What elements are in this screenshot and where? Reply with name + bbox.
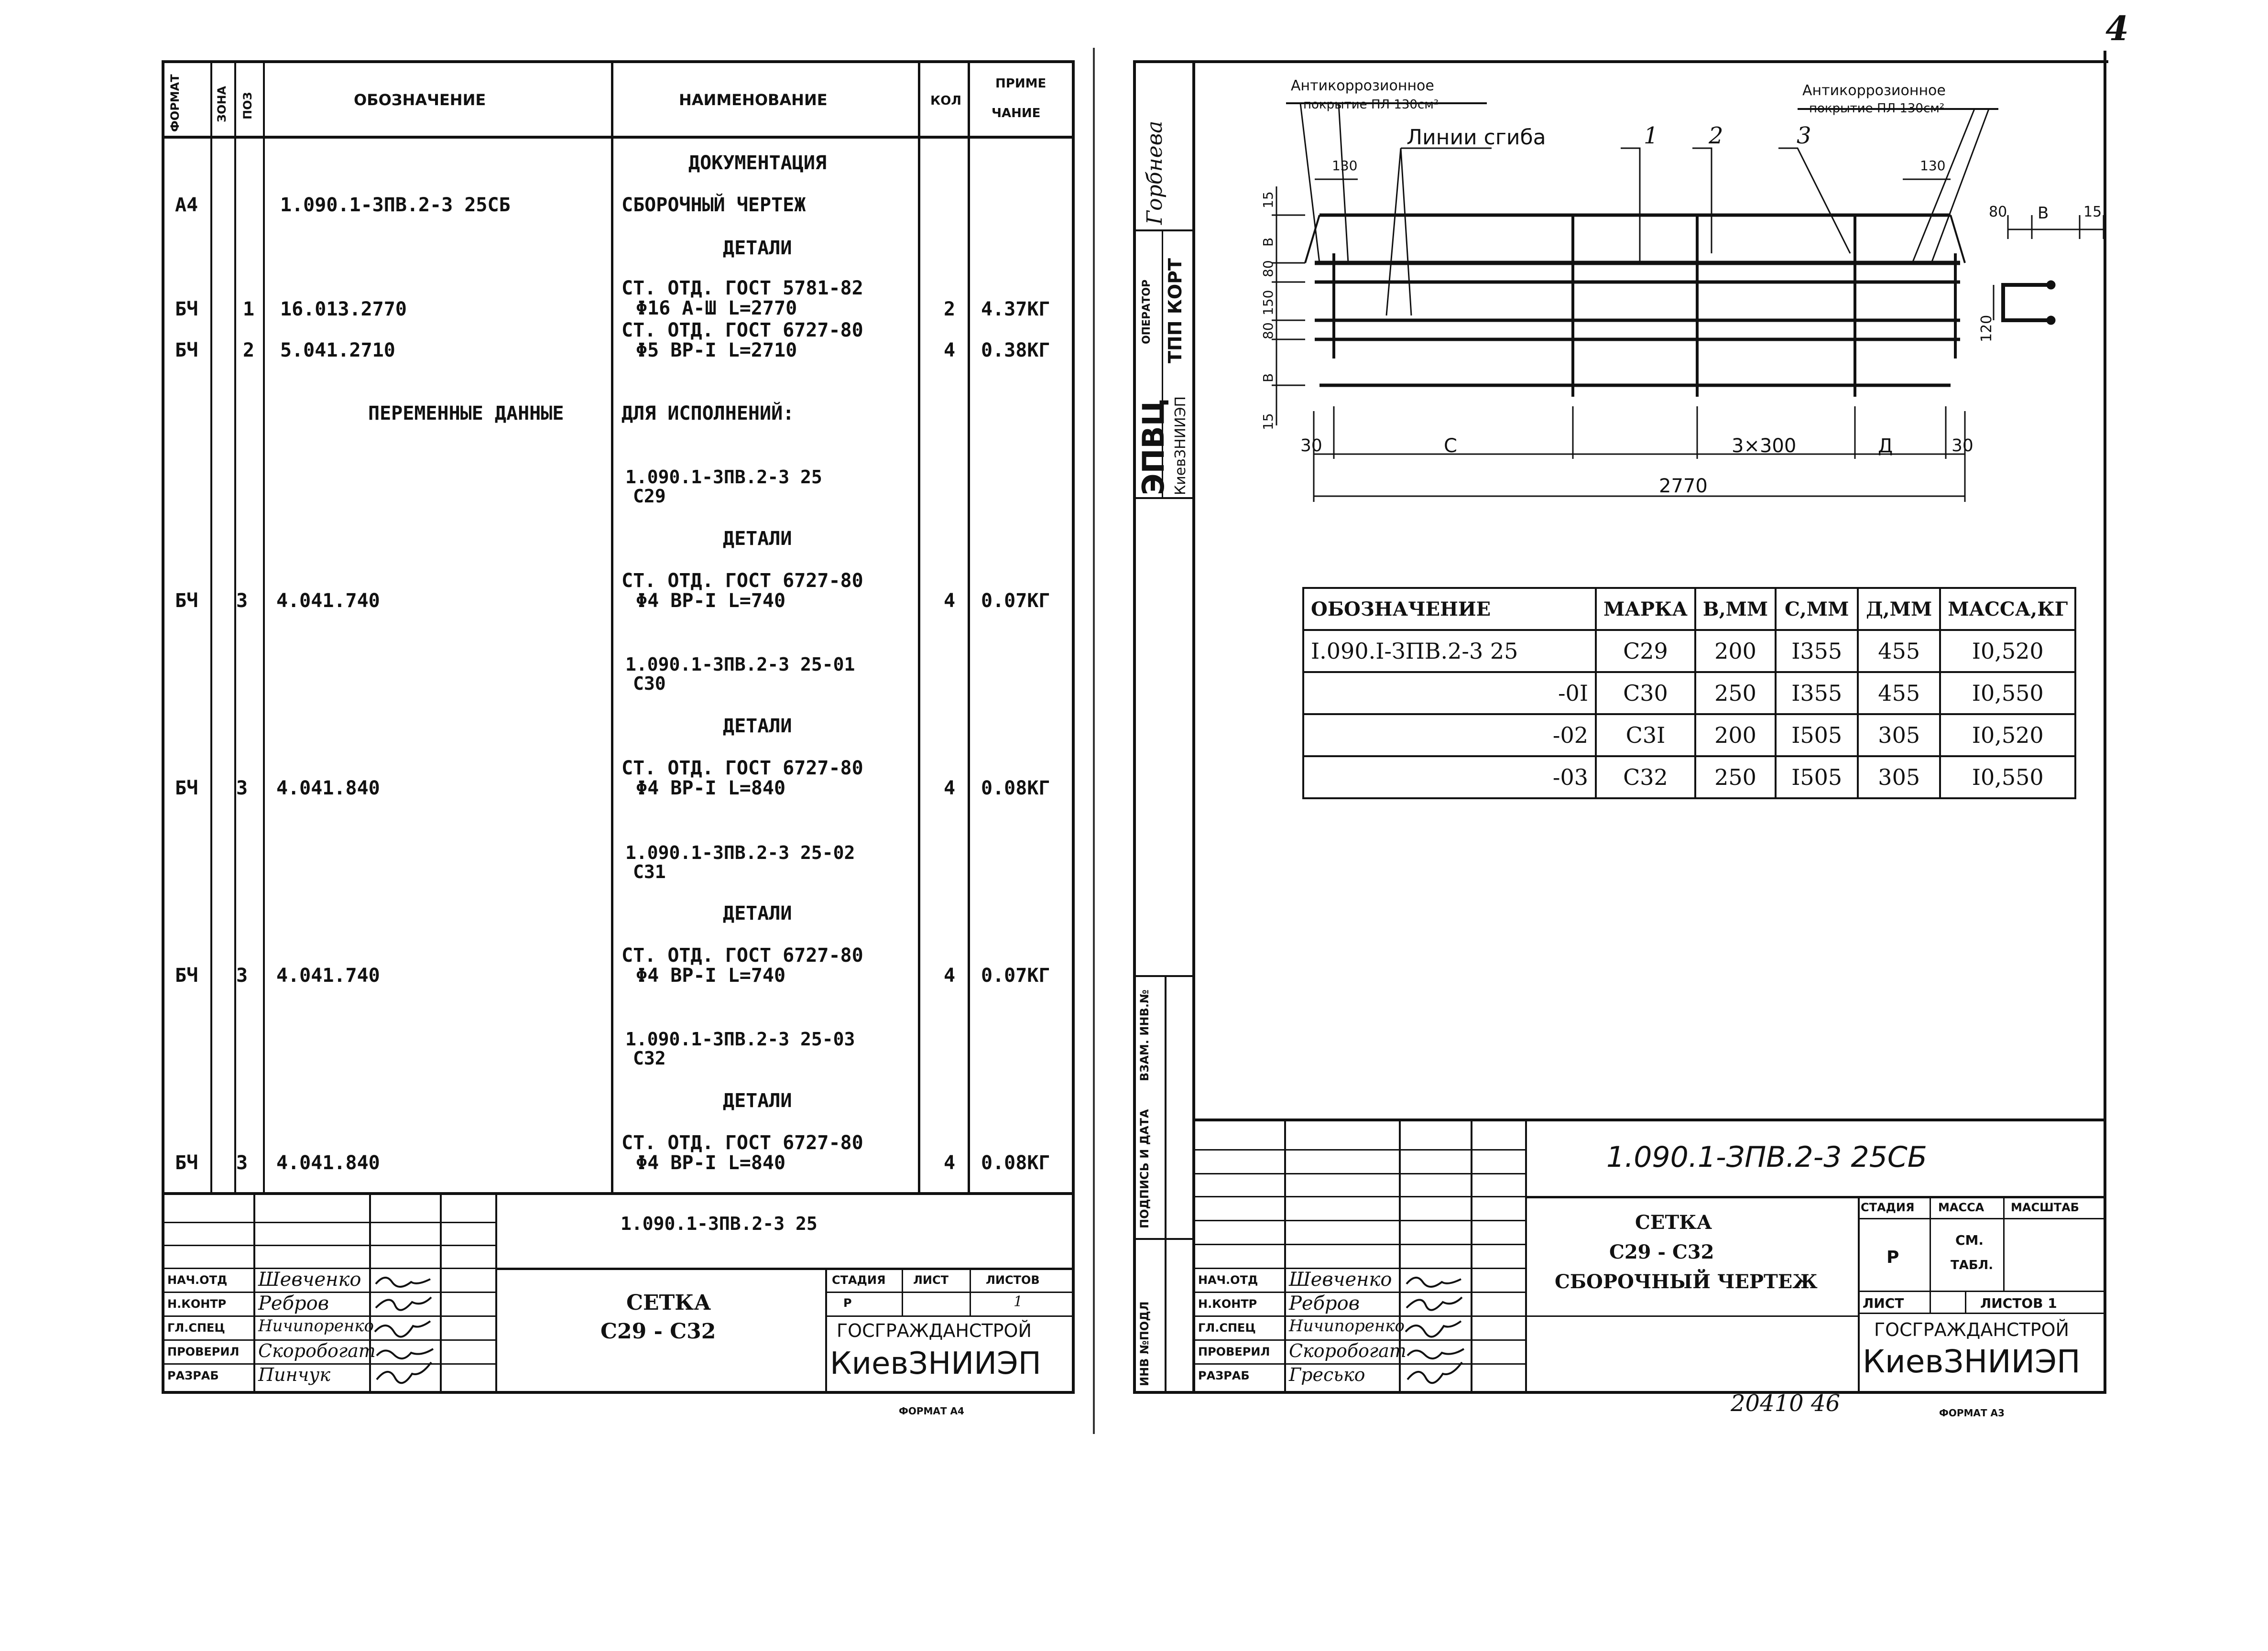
right-stamp-title-3: СБОРОЧНЫЙ ЧЕРТЕЖ: [1555, 1271, 1818, 1293]
table-cell: 250: [1695, 672, 1776, 714]
spec-name: СТ. ОТД. ГОСТ 6727-80: [622, 945, 863, 967]
coating-label-left-1: Антикоррозионное: [1291, 77, 1434, 94]
spec-note: 0.08КГ: [981, 1152, 1050, 1174]
role: НАЧ.ОТД: [1198, 1273, 1258, 1287]
person-name: Гресько: [1289, 1364, 1365, 1385]
spec-name: СТ. ОТД. ГОСТ 6727-80: [622, 757, 863, 779]
dim-3x300: 3×300: [1732, 435, 1797, 457]
original-inv-label: ИНВ №ПОДЛ: [1138, 1301, 1151, 1386]
spec-name: Φ4 ВР-I L=740: [636, 965, 786, 987]
right-stamp-mass-header: МАССА: [1938, 1201, 1984, 1214]
spec-pos: 3: [236, 1152, 248, 1174]
dim-v-80: 80: [1260, 260, 1276, 277]
dim-d: Д: [1878, 435, 1893, 457]
person-name: Пинчук: [258, 1364, 331, 1385]
person-name: Шевченко: [258, 1269, 361, 1291]
role: ГЛ.СПЕЦ: [1198, 1321, 1256, 1335]
variant-designation: 1.090.1-ЗПВ.2-3 25-01: [625, 654, 855, 675]
header-pos: ПОЗ: [241, 92, 254, 119]
dim-30-right: 30: [1952, 436, 1974, 456]
coating-label-left-2: покрытие ПЛ 130см²: [1303, 98, 1439, 112]
header-note-2: ЧАНИЕ: [992, 106, 1041, 120]
right-stamp-stage: Р: [1886, 1248, 1899, 1267]
signatures: [1403, 1270, 1470, 1389]
coating-label-right-1: Антикоррозионное: [1802, 82, 1946, 99]
dim-v-b: В: [1260, 373, 1276, 382]
table-cell: I.090.I-ЗПВ.2-3 25: [1303, 630, 1596, 672]
dim-v-b: В: [1260, 237, 1276, 247]
table-header-row: [1303, 588, 2075, 630]
spec-pos: 3: [236, 965, 248, 987]
spec-format: БЧ: [175, 590, 198, 612]
spec-format: БЧ: [175, 965, 198, 987]
spec-name: СТ. ОТД. ГОСТ 6727-80: [622, 570, 863, 592]
table-cell: -03: [1303, 756, 1596, 798]
corner-mark: 4: [2105, 9, 2129, 48]
table-header: МАРКА: [1596, 588, 1695, 630]
table-cell: I355: [1776, 630, 1858, 672]
left-format-label: ФОРМАТ А4: [899, 1405, 964, 1417]
spec-name: СБОРОЧНЫЙ ЧЕРТЕЖ: [622, 194, 806, 216]
role: ПРОВЕРИЛ: [167, 1345, 240, 1358]
spec-pos: 1: [243, 298, 255, 320]
spec-section-details: ДЕТАЛИ: [723, 715, 792, 737]
spec-designation: 1.090.1-ЗПВ.2-3 25СБ: [280, 194, 511, 216]
variant-designation: 1.090.1-ЗПВ.2-3 25: [625, 467, 822, 488]
spec-name: СТ. ОТД. ГОСТ 6727-80: [622, 1132, 863, 1154]
left-stamp-code: 1.090.1-ЗПВ.2-3 25: [621, 1213, 818, 1234]
table-cell: I0,520: [1940, 630, 2075, 672]
table-cell: I0,520: [1940, 714, 2075, 756]
table-cell: С29: [1596, 630, 1695, 672]
table-cell: 455: [1858, 672, 1940, 714]
role: РАЗРАБ: [1198, 1369, 1250, 1382]
role: ПРОВЕРИЛ: [1198, 1345, 1270, 1358]
header-zone: ЗОНА: [215, 86, 229, 122]
table-cell: С3I: [1596, 714, 1695, 756]
table-cell: 305: [1858, 714, 1940, 756]
header-qty: КОЛ: [930, 94, 961, 108]
spec-designation: 4.041.740: [276, 590, 380, 612]
right-stamp-mass-1: СМ.: [1955, 1232, 1984, 1248]
dim-v-15: 15: [1260, 191, 1276, 208]
dim-30-left: 30: [1300, 436, 1322, 456]
left-stamp-title-2: С29 - С32: [600, 1319, 716, 1344]
vertical-name: Горбнева: [1143, 120, 1167, 225]
spec-qty: 4: [944, 777, 956, 799]
table-cell: С30: [1596, 672, 1695, 714]
left-stamp-sheet-header: ЛИСТ: [913, 1273, 949, 1287]
right-stamp-org-2: КиевЗНИИЭП: [1863, 1343, 2081, 1380]
spec-variable-data: ПЕРЕМЕННЫЕ ДАННЫЕ: [368, 402, 564, 424]
signatures: [372, 1270, 439, 1389]
table-cell: 455: [1858, 630, 1940, 672]
person-name: Ничипоренко: [258, 1316, 374, 1336]
dim-130-right: 130: [1920, 158, 1946, 174]
signature-date-label: ПОДПИСЬ И ДАТА: [1138, 1109, 1151, 1228]
footer-number: 20410 46: [1731, 1390, 1841, 1417]
person-name: Ребров: [258, 1293, 329, 1314]
spec-designation: 4.041.840: [276, 777, 380, 799]
variants-table: [1302, 587, 2076, 799]
right-stamp-code: 1.090.1-ЗПВ.2-3 25СБ: [1606, 1140, 1927, 1174]
header-format: ФОРМАТ: [168, 74, 182, 132]
left-stamp-stage: Р: [843, 1296, 852, 1310]
variant-designation: 1.090.1-ЗПВ.2-3 25-03: [625, 1029, 855, 1050]
right-stamp-sheets: ЛИСТОВ 1: [1980, 1295, 2057, 1311]
replaced-inv-label: ВЗАМ. ИНВ.№: [1138, 989, 1151, 1081]
epvc-org: КиевЗНИИЭП: [1172, 396, 1189, 495]
table-cell: 250: [1695, 756, 1776, 798]
epvc-label: ЭПВЦ: [1136, 398, 1171, 495]
spec-name: Φ4 ВР-I L=840: [636, 777, 786, 799]
operator-label: ОПЕРАТОР: [1141, 279, 1153, 344]
spec-designation: 4.041.840: [276, 1152, 380, 1174]
spec-note: 0.08КГ: [981, 777, 1050, 799]
role: НАЧ.ОТД: [167, 1273, 228, 1287]
right-stamp-stage-header: СТАДИЯ: [1861, 1201, 1915, 1214]
spec-qty: 4: [944, 339, 956, 361]
spec-section-details: ДЕТАЛИ: [723, 1090, 792, 1112]
variant-designation: 1.090.1-ЗПВ.2-3 25-02: [625, 842, 855, 863]
position-2: 2: [1709, 122, 1723, 149]
spec-note: 0.38КГ: [981, 339, 1050, 361]
table-cell: I0,550: [1940, 756, 2075, 798]
left-stamp-sheets-header: ЛИСТОВ: [986, 1273, 1040, 1287]
spec-pos: 3: [236, 590, 248, 612]
left-stamp-org-2: КиевЗНИИЭП: [830, 1346, 1041, 1381]
spec-name: Φ5 ВР-I L=2710: [636, 339, 797, 361]
right-stamp-mass-2: ТАБЛ.: [1951, 1258, 1994, 1272]
table-header: С,ММ: [1776, 588, 1858, 630]
spec-format: БЧ: [175, 339, 198, 361]
position-3: 3: [1797, 122, 1811, 149]
spec-qty: 4: [944, 1152, 956, 1174]
spec-pos: 3: [236, 777, 248, 799]
mesh-drawing: [1243, 72, 2113, 511]
dim-v-15: 15: [1260, 413, 1276, 430]
variant-mark: С31: [633, 861, 666, 882]
spec-format: БЧ: [175, 298, 198, 320]
spec-designation: 5.041.2710: [280, 339, 395, 361]
table-row: [1303, 714, 2075, 756]
left-stamp-org-1: ГОСГРАЖДАНСТРОЙ: [837, 1320, 1032, 1341]
right-format-label: ФОРМАТ А3: [1939, 1407, 2005, 1419]
dim-130-left: 130: [1332, 158, 1358, 174]
header-name: НАИМЕНОВАНИЕ: [679, 91, 828, 109]
left-stamp-title-1: СЕТКА: [626, 1291, 711, 1315]
spec-name: СТ. ОТД. ГОСТ 5781-82: [622, 277, 863, 299]
table-cell: С32: [1596, 756, 1695, 798]
spec-name: Φ16 А-Ш L=2770: [636, 297, 797, 319]
role: Н.КОНТР: [167, 1297, 227, 1311]
table-cell: -0I: [1303, 672, 1596, 714]
spec-format: А4: [175, 194, 198, 216]
person-name: Ничипоренко: [1289, 1316, 1405, 1336]
table-row: [1303, 630, 2075, 672]
left-stamp-stage-header: СТАДИЯ: [832, 1273, 886, 1287]
person-name: Скоробогат: [258, 1340, 376, 1361]
table-cell: I505: [1776, 714, 1858, 756]
spec-note: 4.37КГ: [981, 298, 1050, 320]
table-row: [1303, 672, 2075, 714]
spec-format: БЧ: [175, 1152, 198, 1174]
table-cell: I505: [1776, 756, 1858, 798]
spec-designation: 4.041.740: [276, 965, 380, 987]
table-cell: 305: [1858, 756, 1940, 798]
spec-section-documentation: ДОКУМЕНТАЦИЯ: [688, 152, 827, 174]
table-cell: I0,550: [1940, 672, 2075, 714]
header-note-1: ПРИМЕ: [995, 76, 1047, 91]
table-header: Д,ММ: [1858, 588, 1940, 630]
spec-designation: 16.013.2770: [280, 298, 407, 320]
dim-v-80: 80: [1260, 322, 1276, 339]
spec-section-details: ДЕТАЛИ: [723, 902, 792, 924]
spec-name: СТ. ОТД. ГОСТ 6727-80: [622, 319, 863, 341]
role: РАЗРАБ: [167, 1369, 219, 1382]
operator-value: ТПП КОРТ: [1165, 258, 1186, 363]
dim-80: 80: [1989, 204, 2007, 220]
spec-section-details: ДЕТАЛИ: [723, 528, 792, 550]
right-stamp-org-1: ГОСГРАЖДАНСТРОЙ: [1874, 1319, 2069, 1340]
variant-mark: С29: [633, 486, 666, 507]
dim-c: С: [1444, 435, 1457, 457]
table-header: ОБОЗНАЧЕНИЕ: [1303, 588, 1596, 630]
position-1: 1: [1644, 122, 1658, 149]
dim-15: 15: [2083, 204, 2102, 220]
table-cell: 200: [1695, 714, 1776, 756]
coating-label-right-2: покрытие ПЛ 130см²: [1809, 101, 1945, 116]
spec-qty: 2: [944, 298, 956, 320]
right-stamp-title-2: С29 - С32: [1609, 1241, 1714, 1263]
dim-b: В: [2038, 204, 2049, 223]
spec-name: Φ4 ВР-I L=740: [636, 590, 786, 612]
variant-mark: С30: [633, 673, 666, 694]
spec-section-details: ДЕТАЛИ: [723, 237, 792, 259]
spec-note: 0.07КГ: [981, 590, 1050, 612]
dim-v-150: 150: [1260, 290, 1276, 315]
right-stamp-title-1: СЕТКА: [1635, 1211, 1712, 1234]
dim-2770: 2770: [1659, 475, 1708, 497]
table-cell: 200: [1695, 630, 1776, 672]
spec-note: 0.07КГ: [981, 965, 1050, 987]
person-name: Скоробогат: [1289, 1340, 1407, 1361]
right-stamp-scale-header: МАСШТАБ: [2011, 1201, 2079, 1214]
spec-variable-for: ДЛЯ ИСПОЛНЕНИЙ:: [622, 402, 795, 424]
table-cell: -02: [1303, 714, 1596, 756]
table-header: В,ММ: [1695, 588, 1776, 630]
spec-qty: 4: [944, 965, 956, 987]
right-stamp-sheet-header: ЛИСТ: [1863, 1295, 1904, 1311]
person-name: Шевченко: [1289, 1269, 1392, 1291]
bend-lines-label: Линии сгиба: [1407, 125, 1546, 150]
dim-120: 120: [1978, 315, 1995, 342]
table-cell: I355: [1776, 672, 1858, 714]
person-name: Ребров: [1289, 1293, 1360, 1314]
spec-pos: 2: [243, 339, 255, 361]
table-row: [1303, 756, 2075, 798]
spec-name: Φ4 ВР-I L=840: [636, 1152, 786, 1174]
variant-mark: С32: [633, 1048, 666, 1069]
spec-qty: 4: [944, 590, 956, 612]
role: Н.КОНТР: [1198, 1297, 1257, 1311]
role: ГЛ.СПЕЦ: [167, 1321, 225, 1335]
header-designation: ОБОЗНАЧЕНИЕ: [354, 91, 486, 109]
spec-format: БЧ: [175, 777, 198, 799]
table-header: МАССА,КГ: [1940, 588, 2075, 630]
left-stamp-sheets: 1: [1014, 1293, 1023, 1310]
